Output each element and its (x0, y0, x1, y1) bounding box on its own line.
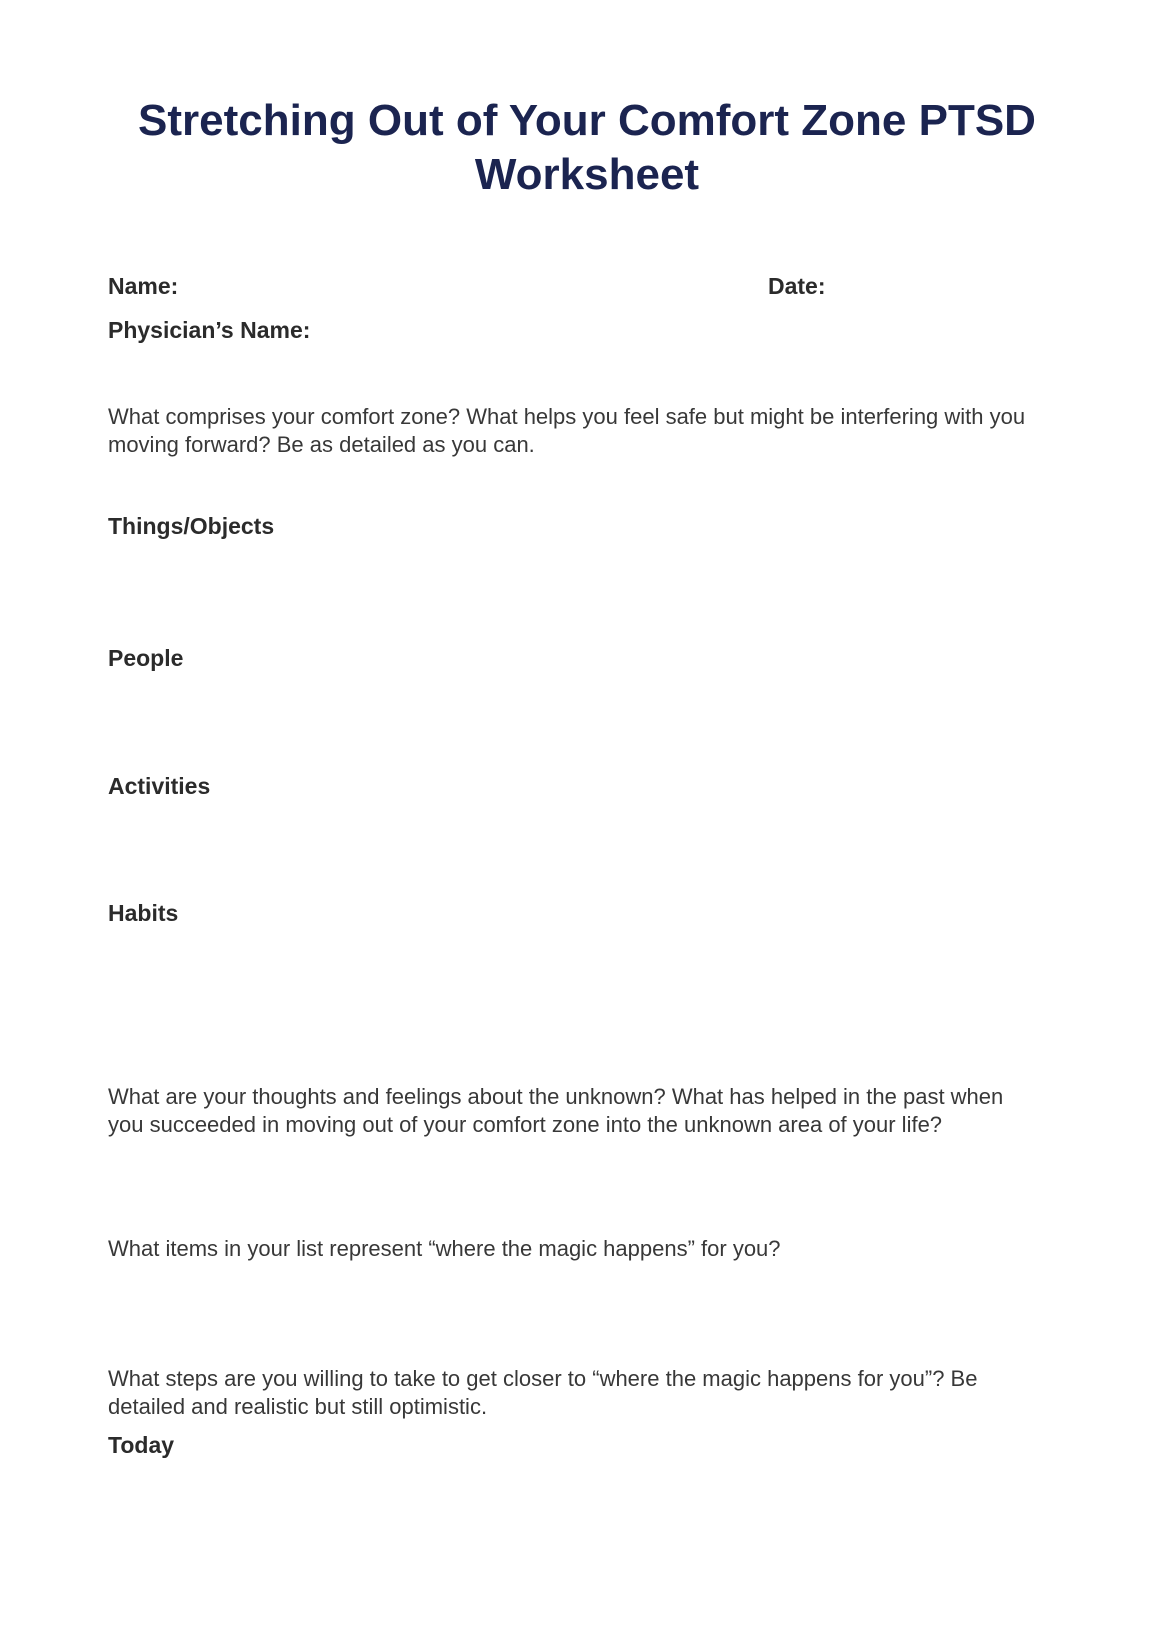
section-things-objects: Things/Objects (108, 513, 275, 539)
section-people: People (108, 645, 184, 671)
physician-row (108, 317, 1066, 343)
date-label: Date: (768, 273, 826, 299)
physician-name-label: Physician’s Name: (108, 317, 311, 343)
question-magic-items: What items in your list represent “where the magic happens” for you? (108, 1236, 781, 1261)
question-comfort-zone: What comprises your comfort zone? What helps you feel safe but might be interfering with you moving forward? Be as detailed as you can. (108, 404, 1026, 457)
name-date-row (108, 273, 1066, 299)
question-unknown: What are your thoughts and feelings about the unknown? What has helped in the past when you succeeded in moving out of your comfort zone into the unknown area of your life? (108, 1084, 1004, 1137)
page-title: Stretching Out of Your Comfort Zone PTSD Worksheet (138, 96, 1036, 199)
question-steps: What steps are you willing to take to get closer to “where the magic happens for you”? Be detailed and realistic but still optimistic. (108, 1366, 978, 1419)
name-label: Name: (108, 273, 179, 299)
section-habits: Habits (108, 900, 179, 926)
today-label: Today (108, 1432, 175, 1458)
section-activities: Activities (108, 773, 211, 799)
